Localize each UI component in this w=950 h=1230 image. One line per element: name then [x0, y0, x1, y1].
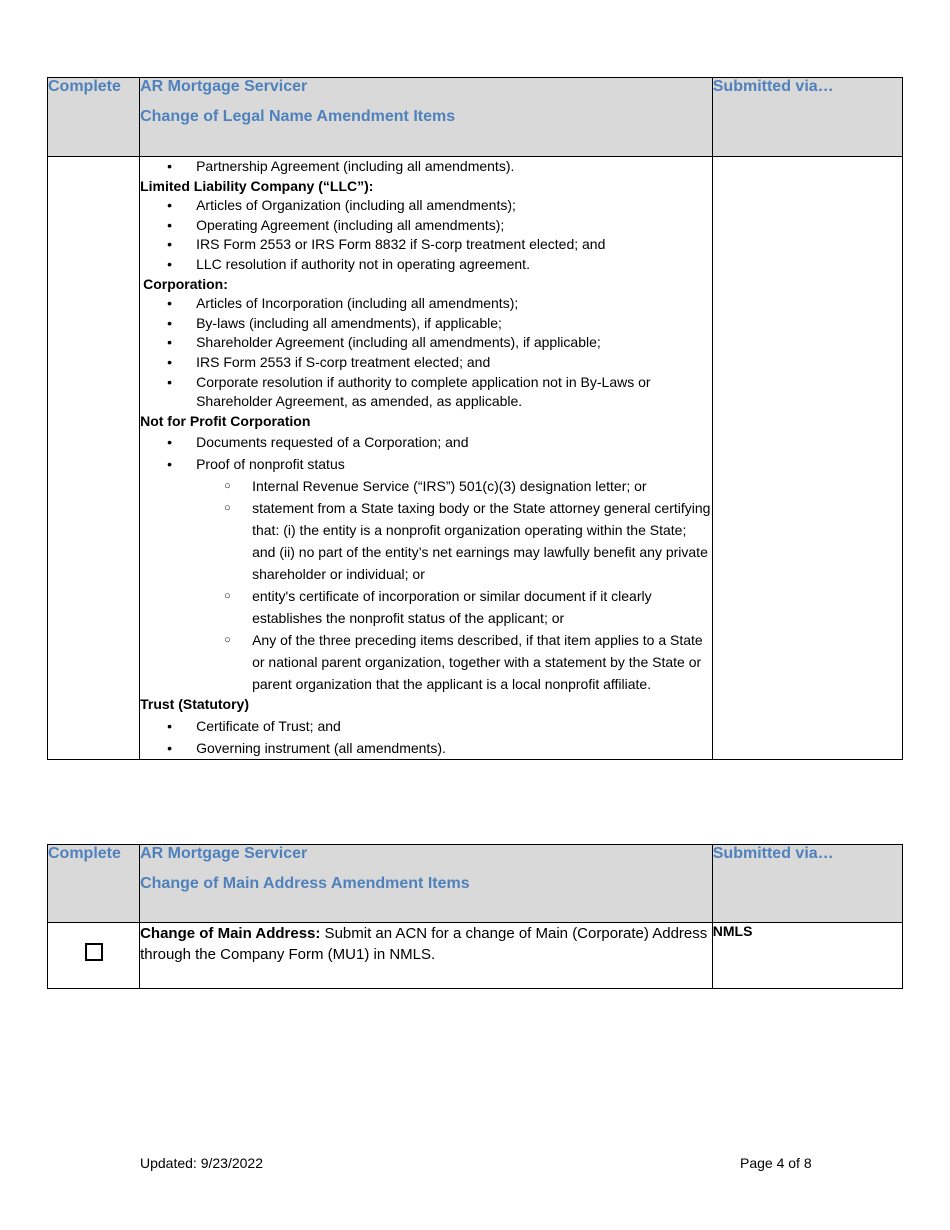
table-row [48, 923, 903, 989]
llc-heading: Limited Liability Company (“LLC”): [140, 177, 374, 194]
change-of-main-address-cell [140, 923, 713, 989]
table-title-header [140, 78, 713, 157]
table-header-row [48, 845, 903, 923]
item-label: Change of Main Address: [140, 925, 321, 942]
table-title-line2: Change of Legal Name Amendment Items [140, 108, 456, 125]
nonprofit-heading: Not for Profit Corporation [140, 412, 311, 429]
list-item: • Corporate resolution if authority to complete application not in By-Laws or Shareholder Agreement, as amended, as applicable. [140, 373, 712, 412]
table-title-header [140, 845, 713, 923]
list-item: • IRS Form 2553 if S-corp treatment elected; and [140, 353, 712, 373]
sub-list-item: ○ entity's certificate of incorporation or similar document if it clearly establishes the nonprofit status of the applicant; or [140, 585, 712, 629]
table-title-line2: Change of Main Address Amendment Items [140, 875, 470, 892]
sub-list-item: ○ statement from a State taxing body or the State attorney general certifying that: (i) the entity is a nonprofit organization operating within the State; and (ii) no part of the entity’s net earnings may lawfully benefit any private shareholder or individual; or [140, 497, 712, 585]
sub-list-item: ○ Any of the three preceding items described, if that item applies to a State or national parent organization, together with a statement by the State or parent organization that the applicant is a local nonprofit affiliate. [140, 629, 712, 695]
main-address-amendment-table [47, 844, 903, 989]
legal-name-amendment-table [47, 77, 903, 760]
list-item: • Certificate of Trust; and [140, 715, 712, 737]
table-title-line1: AR Mortgage Servicer [140, 845, 308, 862]
list-item: • Articles of Organization (including all amendments); [140, 196, 712, 216]
list-item: • Partnership Agreement (including all amendments). [140, 157, 712, 177]
complete-cell[interactable] [48, 923, 140, 989]
item-description: Submit an ACN for a change of Main (Corporate) Address through the Company Form (MU1) in NMLS. [140, 925, 708, 963]
trust-heading: Trust (Statutory) [140, 696, 249, 713]
table-title-line1: AR Mortgage Servicer [140, 78, 308, 95]
list-item: • Documents requested of a Corporation; and [140, 431, 712, 453]
submitted-via-column-header: Submitted via… [712, 78, 902, 157]
corporation-heading: Corporation: [143, 275, 228, 292]
list-item: • Shareholder Agreement (including all amendments), if applicable; [140, 333, 712, 353]
complete-cell [48, 157, 140, 760]
sub-list-item: ○ Internal Revenue Service (“IRS”) 501(c)(3) designation letter; or [140, 475, 712, 497]
list-item: • Articles of Incorporation (including all amendments); [140, 294, 712, 314]
list-item: • By-laws (including all amendments), if applicable; [140, 314, 712, 334]
table-header-row [48, 78, 903, 157]
list-item: • Governing instrument (all amendments). [140, 737, 712, 759]
updated-date: Updated: 9/23/2022 [140, 1155, 263, 1171]
submitted-via-column-header: Submitted via… [712, 845, 902, 923]
page-number: Page 4 of 8 [740, 1155, 812, 1171]
table-row [48, 157, 903, 760]
complete-checkbox[interactable] [85, 943, 103, 961]
complete-column-header: Complete [48, 78, 140, 157]
list-item: • Proof of nonprofit status [140, 453, 712, 475]
requirements-cell [140, 157, 713, 760]
list-item: • LLC resolution if authority not in operating agreement. [140, 255, 712, 275]
complete-column-header: Complete [48, 845, 140, 923]
list-item: • IRS Form 2553 or IRS Form 8832 if S-corp treatment elected; and [140, 235, 712, 255]
submitted-via-cell [712, 923, 902, 989]
submitted-via-value: NMLS [712, 923, 753, 939]
list-item: • Operating Agreement (including all amendments); [140, 216, 712, 236]
submitted-via-cell [712, 157, 902, 760]
